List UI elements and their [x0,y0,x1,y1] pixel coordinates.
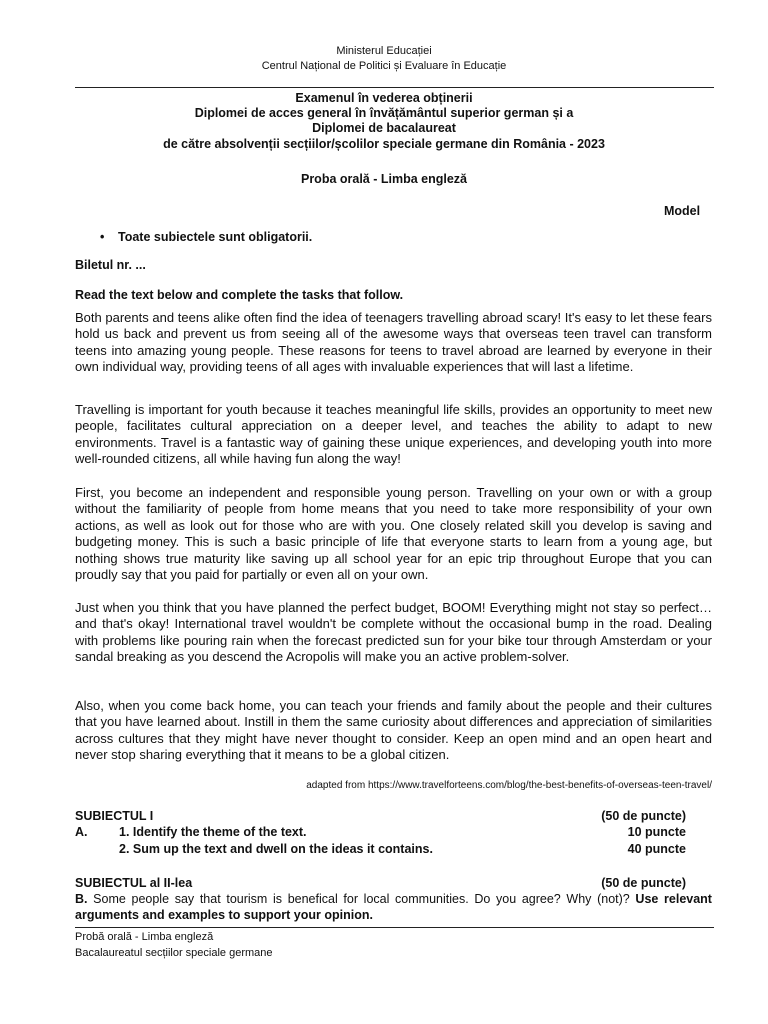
subject1-task1-row [75,824,686,840]
subject1-task1: 1. Identify the theme of the text. [119,825,307,839]
subject1-task2: 2. Sum up the text and dwell on the ideas it contains. [119,842,433,856]
subject2-heading-row [75,875,686,891]
mandatory-note-text: Toate subiectele sunt obligatorii. [118,230,313,244]
subject2-instruction: Use relevant arguments and examples to support your opinion. [75,892,712,922]
paragraph-4: Just when you think that you have planned the perfect budget, BOOM! Everything might not stay so perfect…and that's okay! International travel wouldn't be complete without the occasional bump in the road. Dealing with problems like pouring rain when the forecast predicted sun for your bike tour through Amsterdam or your sandal breaking as you descend the Acropolis will make you an active problem-solver. [75,600,712,665]
model-label: Model [664,204,701,218]
center-name: Centrul Național de Politici și Evaluare în Educație [261,60,507,72]
footer-rule [75,927,714,928]
subject2-heading: SUBIECTUL al II-lea [75,876,193,890]
reading-instruction: Read the text below and complete the tasks that follow. [75,288,404,302]
subject1-heading: SUBIECTUL I [75,809,154,823]
subject2-points: (50 de puncte) [601,876,686,890]
paragraph-2: Travelling is important for youth because it teaches meaningful life skills, provides an opportunity to meet new people, facilitates cultural appreciation on a deeper level, and teaches the ability to adapt to new environments. Travel is a fantastic way of gaining these unique experiences, and developing youth into more well-rounded citizens, all while having fun along the way! [75,402,712,467]
exam-title-line1: Examenul în vederea obținerii [295,91,473,105]
ministry-name: Ministerul Educației [336,45,432,57]
bullet-dot: • [100,230,105,244]
exam-title-line3: Diplomei de bacalaureat [312,121,456,135]
subject1-points: (50 de puncte) [601,809,686,823]
subject1-task2-points: 40 puncte [627,842,686,856]
ticket-number: Biletul nr. ... [75,258,146,272]
paragraph-3: First, you become an independent and responsible young person. Travelling on your own or with a group without the familiarity of people from home means that you need to take more responsibility of your own actions, as well as look out for those who are with you. One closely related skill you develop is saving and budgeting money. This is such a basic principle of life that everyone starts to learn from a young age, but nothing shows true maturity like saving up all school year for an epic trip throughout Europe that you can proudly say that you paid for partially or even all on your own. [75,485,712,583]
subject1-task1-points: 10 puncte [627,825,686,839]
subject2-task [75,891,712,923]
subject1-letter: A. [75,825,88,839]
exam-subject-title: Proba orală - Limba engleză [300,172,467,186]
subject2-letter: B. [75,892,88,906]
header-rule [75,87,714,88]
exam-title-line4: de către absolvenții secțiilor/școlilor speciale germane din România - 2023 [163,137,605,151]
exam-title-line2: Diplomei de acces general în învățământul superior german și a [194,106,574,120]
mandatory-note [100,230,312,244]
footer-line1: Probă orală - Limba engleză [75,931,214,943]
paragraph-1: Both parents and teens alike often find the idea of teenagers travelling abroad scary! It's easy to let these fears hold us back and prevent us from seeing all of the awesome ways that overseas teen travel can transform teens into amazing young people. These reasons for teens to travel abroad are learned by everyone in their own individual way, providing teens of all ages with invaluable experiences that will last a lifetime. [75,310,712,375]
footer-line2: Bacalaureatul secțiilor speciale germane [75,947,273,959]
paragraph-5: Also, when you come back home, you can teach your friends and family about the people and their cultures that you have learned about. Instill in them the same curiosity about differences and appreciation of similarities across cultures that they might have never thought to consider. Keep an open mind and an open heart and never stop sharing everything that it means to be a global citizen. [75,698,712,763]
subject1-heading-row [75,808,686,824]
subject2-question: Some people say that tourism is benefical for local communities. Do you agree? Why (not)? [93,892,630,906]
source-citation: adapted from https://www.travelforteens.com/blog/the-best-benefits-of-overseas-teen-travel/ [306,780,712,791]
